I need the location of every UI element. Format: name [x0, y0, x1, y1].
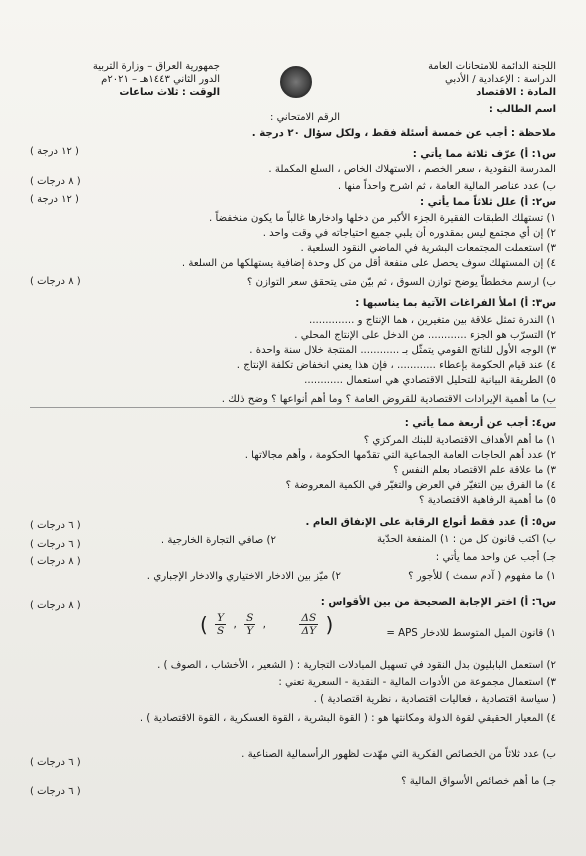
study-branch: الدراسة : الإعدادية / الأدبي	[444, 74, 556, 85]
divider	[30, 407, 556, 408]
q6-item-3-options: ( سياسة اقتصادية ، فعاليات اقتصادية ، نظرية اقتصادية ) .	[313, 694, 556, 705]
q5-a-mark: ( ٦ درجات )	[30, 520, 81, 531]
exam-duration: الوقت : ثلاث ساعات	[119, 87, 220, 98]
comma: ,	[233, 618, 237, 631]
q6-b: ب) عدد ثلاثاً من الخصائص الفكرية التي مهّدت لظهور الرأسمالية الصناعية .	[241, 749, 556, 760]
q3-b: ب) ما أهمية الإيرادات الاقتصادية للقروض العامة ؟ وما أهم أنواعها ؟ وضح ذلك .	[221, 394, 556, 405]
open-paren: (	[200, 612, 208, 637]
q2-item-2: ٢) إن أي مجتمع ليس بمقدوره أن يلبي جميع احتياجاته في وقت واحد .	[262, 228, 556, 239]
q6-item-2: ٢) استعمل البابليون بدل النقود في تسهيل المبادلات التجارية : ( الشعير ، الأخشاب ، الصوف ) .	[157, 660, 556, 671]
q6-a-mark: ( ٨ درجات )	[30, 600, 81, 611]
q1-a: س١: أ) عرّف ثلاثة مما يأتي :	[412, 149, 556, 160]
fraction-option-2: $\frac{S}{Y}$	[246, 612, 254, 637]
q6-c-mark: ( ٦ درجات )	[30, 786, 81, 797]
q4-item-2: ٢) عدد أهم الحاجات العامة الجماعية التي تقدّمها الحكومة ، وأهم مجالاتها .	[244, 450, 556, 461]
q5-c1: ١) ما مفهوم ( آدم سمث ) للأجور ؟	[408, 571, 556, 582]
ministry-logo	[280, 66, 312, 98]
q4-item-1: ١) ما أهم الأهداف الاقتصادية للبنك المركزي ؟	[363, 435, 556, 446]
q5-c: جـ) أجب عن واحد مما يأتي :	[435, 552, 556, 563]
exam-session: الدور الثاني ١٤٤٣هـ – ٢٠٢١م	[101, 74, 220, 85]
close-paren: )	[325, 612, 334, 637]
q1-b-mark: ( ٨ درجات )	[30, 176, 81, 187]
q5-c-mark: ( ٨ درجات )	[30, 556, 81, 567]
q3-item-2: ٢) التسرّب هو الجزء ............ من الدخل على الإنتاج المحلي .	[294, 330, 556, 341]
fraction-option-1: $\frac{Y}{S}$	[217, 612, 225, 637]
q4-item-3: ٣) ما علاقة علم الاقتصاد بعلم النفس ؟	[393, 465, 556, 476]
q1-a-mark: ( ١٢ درجة )	[30, 146, 79, 157]
q6-c: جـ) ما أهم خصائص الأسواق المالية ؟	[401, 776, 556, 787]
q1-b: ب) عدد عناصر المالية العامة ، ثم اشرح واحداً منها .	[337, 181, 556, 192]
q2-b: ب) ارسم مخططاً يوضح توازن السوق ، ثم بيّن متى يتحقق سعر التوازن ؟	[246, 277, 556, 288]
q3-a: س٣: أ) املأ الفراغات الآتية بما يناسبها :	[355, 298, 556, 309]
q5-a: س٥: أ) عدد فقط أنواع الرقابة على الإنفاق العام .	[305, 517, 556, 528]
q6-fraction-options	[200, 612, 333, 637]
ministry-name: جمهورية العراق – وزارة التربية	[92, 61, 220, 72]
q2-b-mark: ( ٨ درجات )	[30, 276, 81, 287]
q1-a-items: المدرسة النقودية ، سعر الخصم ، الاستهلاك الخاص ، السلع المكملة .	[268, 164, 556, 175]
q2-item-3: ٣) استعملت المجتمعات البشرية في الماضي النقود السلعية .	[300, 243, 556, 254]
q4-item-4: ٤) ما الفرق بين التغيّر في العرض والتغيّر في الكمية المعروضة ؟	[285, 480, 556, 491]
q3-item-1: ١) الندرة تمثل علاقة بين متغيرين ، هما الإنتاج و ..............	[309, 315, 556, 326]
exam-number-label: الرقم الامتحاني :	[270, 112, 340, 123]
q3-item-3: ٣) الوجه الأول للناتج القومي يتمثّل بـ ............ المنتجة خلال سنة واحدة .	[249, 345, 556, 356]
q6-item-4: ٤) المعيار الحقيقي لقوة الدولة ومكانتها هو : ( القوة البشرية ، القوة العسكرية ، القوة الاقتصادية ) .	[139, 713, 556, 724]
committee-name: اللجنة الدائمة للامتحانات العامة	[428, 61, 556, 72]
q5-c2: ٢) ميّز بين الادخار الاختياري والادخار الإجباري .	[146, 571, 341, 582]
q5-b: ب) اكتب قانون كل من : ١) المنفعة الحدّية	[376, 534, 556, 545]
q2-a: س٢: أ) علل ثلاثاً مما يأتي :	[419, 197, 556, 208]
q2-item-1: ١) تستهلك الطبقات الفقيرة الجزء الأكبر من دخلها وادخارها غالباً ما يكون منخفضاً .	[208, 213, 556, 224]
q6-item-1: ١) قانون الميل المتوسط للادخار APS =	[386, 628, 556, 639]
q6-a: س٦: أ) اختر الإجابة الصحيحة من بين الأقواس :	[320, 597, 556, 608]
q5-b-mark: ( ٦ درجات )	[30, 539, 81, 550]
q3-item-4: ٤) عند قيام الحكومة بإعطاء ............ ، فإن هذا يعني انخفاض تكلفة الإنتاج .	[236, 360, 556, 371]
q6-item-3: ٣) استعمال مجموعة من الأدوات المالية - النقدية - السعرية تعني :	[278, 677, 556, 688]
exam-note: ملاحظة : أجب عن خمسة أسئلة فقط ، ولكل سؤال ٢٠ درجة .	[251, 128, 556, 139]
subject: المادة : الاقتصاد	[476, 87, 556, 98]
q2-item-4: ٤) إن المستهلك سوف يحصل على منفعة أقل من كل وحدة إضافية يستهلكها من السلعة .	[181, 258, 556, 269]
q4-item-5: ٥) ما أهمية الرفاهية الاقتصادية ؟	[418, 495, 556, 506]
fraction-option-3: $\frac{\Delta S}{\Delta Y}$	[301, 612, 317, 637]
student-name-label: اسم الطالب :	[488, 104, 556, 115]
header-left-block	[30, 60, 220, 99]
q4-a: س٤: أجب عن أربعة مما يأتي :	[404, 418, 556, 429]
header-right-block	[336, 60, 556, 116]
q2-a-mark: ( ١٢ درجة )	[30, 194, 79, 205]
q3-item-5: ٥) الطريقة البيانية للتحليل الاقتصادي هي استعمال ............	[304, 375, 556, 386]
comma: ,	[262, 618, 267, 631]
q5-b2: ٢) صافي التجارة الخارجية .	[160, 535, 276, 546]
q6-b-mark: ( ٦ درجات )	[30, 757, 81, 768]
